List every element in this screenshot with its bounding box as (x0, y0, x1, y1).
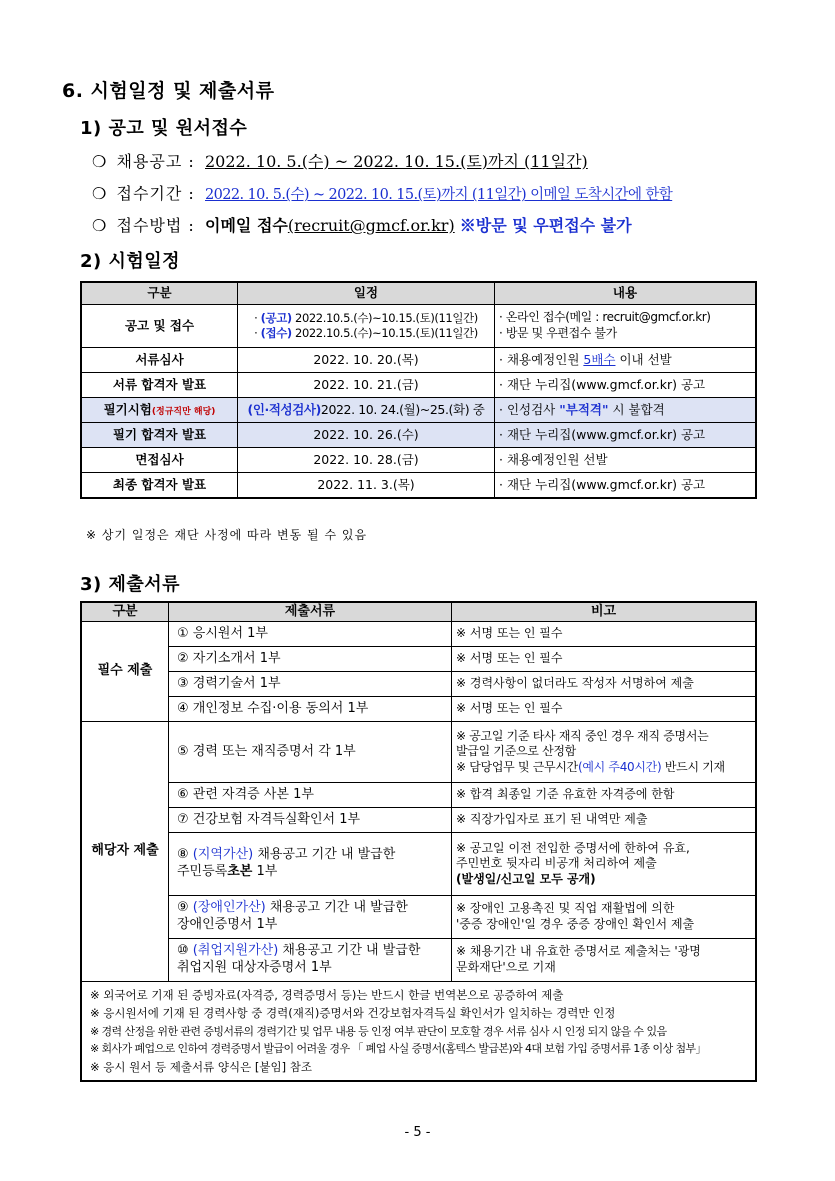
table-row (81, 672, 756, 697)
table-row (81, 896, 756, 939)
bullet: ❍ (92, 216, 107, 235)
stage-name: 필기시험(정규직만 해당) (81, 398, 238, 423)
document-remark: ※ 장애인 고용촉진 및 직업 재활법에 의한 '중증 장애인'일 경우 중증 장애인 확인서 제출 (452, 896, 757, 939)
stage-date: 2022. 10. 28.(금) (238, 448, 495, 473)
item-value: 이메일 접수 (205, 216, 288, 235)
subsection-title-documents: 3) 제출서류 (80, 574, 181, 595)
schedule-note: ※ 상기 일정은 재단 사정에 따라 변동 될 수 있음 (86, 528, 368, 542)
list-item-method (92, 213, 632, 236)
document-remark: ※ 공고일 기준 타사 재직 중인 경우 재직 증명서는 발급일 기준으로 산정함 ※ 담당업무 및 근무시간(예시 주40시간) 반드시 기재 (452, 722, 757, 783)
table-row (81, 833, 756, 896)
table-row (81, 647, 756, 672)
column-header: 일정 (238, 282, 495, 305)
document-name: ④ 개인정보 수집·이용 동의서 1부 (169, 697, 452, 722)
document-remark: ※ 합격 최종일 기준 유효한 자격증에 한함 (452, 783, 757, 808)
stage-date: 2022. 11. 3.(목) (238, 473, 495, 499)
stage-content: · 채용예정인원 선발 (495, 448, 757, 473)
column-header: 제출서류 (169, 602, 452, 622)
table-row (81, 622, 756, 647)
stage-content: · 재단 누리집(www.gmcf.or.kr) 공고 (495, 423, 757, 448)
stage-name: 공고 및 접수 (81, 305, 238, 348)
document-name: ⑦ 건강보험 자격득실확인서 1부 (169, 808, 452, 833)
document-remark: ※ 채용기간 내 유효한 증명서로 제출처는 '광명 문화재단'으로 기재 (452, 939, 757, 982)
stage-date: (인·적성검사)2022. 10. 24.(월)~25.(화) 중 (238, 398, 495, 423)
column-header: 내용 (495, 282, 757, 305)
table-row (81, 808, 756, 833)
email-link[interactable]: (recruit@gmcf.or.kr) (287, 216, 455, 235)
table-row (81, 305, 756, 348)
column-header: 구분 (81, 602, 169, 622)
stage-name: 필기 합격자 발표 (81, 423, 238, 448)
stage-content: · 채용예정인원 5배수 이내 선발 (495, 348, 757, 373)
table-header-row (81, 282, 756, 305)
footnote: ※ 외국어로 기재 된 증빙자료(자격증, 경력증명서 등)는 반드시 한글 번역본으로 공증하여 제출 (90, 988, 564, 1002)
stage-date: 2022. 10. 21.(금) (238, 373, 495, 398)
table-row (81, 722, 756, 783)
schedule-table (80, 281, 757, 499)
document-name: ① 응시원서 1부 (169, 622, 452, 647)
table-row (81, 939, 756, 982)
item-value: 2022. 10. 5.(수) ~ 2022. 10. 15.(토)까지 (11일간) 이메일 도착시간에 한함 (205, 187, 673, 203)
subsection-title-schedule: 2) 시험일정 (80, 251, 181, 272)
stage-name: 서류 합격자 발표 (81, 373, 238, 398)
document-remark: ※ 직장가입자로 표기 된 내역만 제출 (452, 808, 757, 833)
table-row (81, 783, 756, 808)
subsection-title-announcement: 1) 공고 및 원서접수 (80, 118, 248, 139)
table-row (81, 373, 756, 398)
table-row (81, 448, 756, 473)
table-footnote-row (81, 982, 756, 1082)
stage-content: · 인성검사 "부적격" 시 불합격 (495, 398, 757, 423)
table-row (81, 348, 756, 373)
table-header-row (81, 602, 756, 622)
list-item-announcement (92, 149, 588, 172)
footnote: ※ 응시원서에 기재 된 경력사항 중 경력(재직)증명서와 건강보험자격득실 확인서가 일치하는 경력만 인정 (90, 1006, 616, 1021)
column-header: 비고 (452, 602, 757, 622)
footnote: ※ 응시 원서 등 제출서류 양식은 [붙임] 참조 (90, 1059, 312, 1074)
document-name: ⑤ 경력 또는 재직증명서 각 1부 (169, 722, 452, 783)
document-name: ② 자기소개서 1부 (169, 647, 452, 672)
document-remark: ※ 경력사항이 없더라도 작성자 서명하여 제출 (452, 672, 757, 697)
document-name: ⑥ 관련 자격증 사본 1부 (169, 783, 452, 808)
item-label: 접수기간 : (116, 184, 195, 203)
bullet: ❍ (92, 152, 107, 171)
stage-name: 서류심사 (81, 348, 238, 373)
stage-content: · 재단 누리집(www.gmcf.or.kr) 공고 (495, 473, 757, 499)
stage-name: 면접심사 (81, 448, 238, 473)
table-row (81, 473, 756, 499)
document-remark: ※ 공고일 이전 전입한 증명서에 한하여 유효, 주민번호 뒷자리 비공개 처리하여 제출 (발생일/신고일 모두 공개) (452, 833, 757, 896)
table-row (81, 423, 756, 448)
footnote: ※ 경력 산정을 위한 관련 증빙서류의 경력기간 및 업무 내용 등 인정 여부 판단이 모호할 경우 서류 심사 시 인정 되지 않을 수 있음 (90, 1024, 667, 1038)
stage-content: · 재단 누리집(www.gmcf.or.kr) 공고 (495, 373, 757, 398)
document-name: ⑩ (취업지원가산) 채용공고 기간 내 발급한 취업지원 대상자증명서 1부 (169, 939, 452, 982)
group-label: 해당자 제출 (81, 722, 169, 982)
group-label: 필수 제출 (81, 622, 169, 722)
document-name: ⑧ (지역가산) 채용공고 기간 내 발급한 주민등록초본 1부 (169, 833, 452, 896)
stage-name: 최종 합격자 발표 (81, 473, 238, 499)
documents-table (80, 601, 757, 1082)
document-name: ③ 경력기술서 1부 (169, 672, 452, 697)
page-number: - 5 - (404, 1125, 431, 1140)
table-row (81, 697, 756, 722)
column-header: 구분 (81, 282, 238, 305)
stage-date: 2022. 10. 26.(수) (238, 423, 495, 448)
document-remark: ※ 서명 또는 인 필수 (452, 622, 757, 647)
section-title: 6. 시험일정 및 제출서류 (62, 80, 275, 102)
footnotes (81, 982, 756, 1082)
document-remark: ※ 서명 또는 인 필수 (452, 647, 757, 672)
stage-date: 2022. 10. 20.(목) (238, 348, 495, 373)
stage-content: · 온라인 접수(메일 : recruit@gmcf.or.kr) · 방문 및 우편접수 불가 (495, 305, 757, 348)
footnote: ※ 회사가 폐업으로 인하여 경력증명서 발급이 어려울 경우 「 폐업 사실 증명서(홈텍스 발급본)와 4대 보험 가입 증명서류 1종 이상 첨부」 (90, 1042, 706, 1056)
list-item-period (92, 181, 672, 204)
table-row (81, 398, 756, 423)
item-value: 2022. 10. 5.(수) ~ 2022. 10. 15.(토)까지 (11일간) (205, 152, 588, 171)
item-label: 접수방법 : (116, 216, 195, 235)
item-label: 채용공고 : (116, 152, 195, 171)
bullet: ❍ (92, 184, 107, 203)
item-warning: ※방문 및 우편접수 불가 (459, 216, 632, 235)
document-remark: ※ 서명 또는 인 필수 (452, 697, 757, 722)
stage-date: · (공고) 2022.10.5.(수)~10.15.(토)(11일간) · (접수) 2022.10.5.(수)~10.15.(토)(11일간) (238, 305, 495, 348)
document-name: ⑨ (장애인가산) 채용공고 기간 내 발급한 장애인증명서 1부 (169, 896, 452, 939)
